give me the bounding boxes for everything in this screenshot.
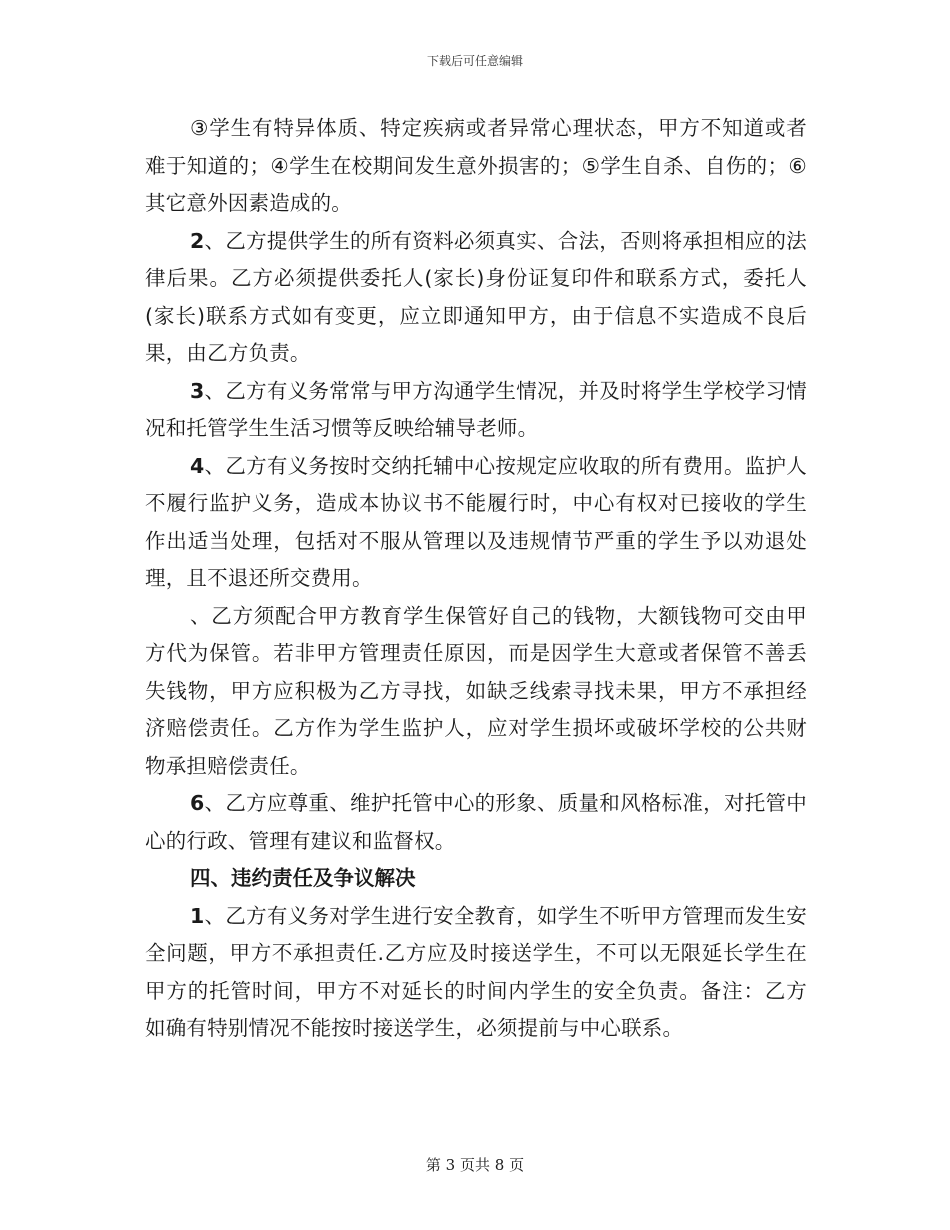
paragraph-text: 、乙方须配合甲方教育学生保管好自己的钱物，大额钱物可交由甲方代为保管。若非甲方管理责任原因，而是因学生大意或者保管不善丢失钱物，甲方应积极为乙方寻找，如缺乏线索寻找未果，甲方不承担经济赔偿责任。乙方作为学生监护人，应对学生损坏或破坏学校的公共财物承担赔偿责任。 [145, 603, 807, 778]
paragraph-item-6 [145, 785, 807, 860]
clause-number: 6 [190, 791, 205, 815]
paragraph-text: 、乙方提供学生的所有资料必须真实、合法，否则将承担相应的法律后果。乙方必须提供委托人(家长)身份证复印件和联系方式，委托人(家长)联系方式如有变更，应立即通知甲方，由于信息不实造成不良后果，由乙方负责。 [145, 228, 807, 365]
clause-number: 2 [190, 228, 205, 253]
section-heading: 四、违约责任及争议解决 [190, 866, 416, 890]
page-footer: 第 3 页共 8 页 [425, 1156, 525, 1174]
document-body [145, 110, 807, 1048]
paragraph-text: ③学生有特异体质、特定疾病或者异常心理状态，甲方不知道或者难于知道的；④学生在校期间发生意外损害的；⑤学生自杀、自伤的；⑥其它意外因素造成的。 [145, 116, 807, 215]
page-header: 下载后可任意编辑 [426, 54, 523, 68]
paragraph-text: 、乙方应尊重、维护托管中心的形象、质量和风格标准，对托管中心的行政、管理有建议和监督权。 [145, 791, 807, 853]
paragraph-item-3 [145, 373, 807, 448]
clause-number: 4 [190, 453, 205, 478]
paragraph-text: 、乙方有义务按时交纳托辅中心按规定应收取的所有费用。监护人不履行监护义务，造成本协议书不能履行时，中心有权对已接收的学生作出适当处理，包括对不服从管理以及违规情节严重的学生予以劝退处理，且不退还所交费用。 [145, 453, 807, 590]
clause-number: 3 [190, 378, 205, 403]
paragraph-item-4 [145, 448, 807, 598]
paragraph-text: 、乙方有义务对学生进行安全教育，如学生不听甲方管理而发生安全问题，甲方不承担责任.乙方应及时接送学生，不可以无限延长学生在甲方的托管时间，甲方不对延长的时间内学生的安全负责。备注：乙方如确有特别情况不能按时接送学生，必须提前与中心联系。 [145, 903, 807, 1040]
paragraph-clause-3 [145, 110, 807, 223]
paragraph-item-5 [145, 598, 807, 786]
paragraph-item-2 [145, 223, 807, 373]
section-paragraph-1 [145, 898, 807, 1048]
paragraph-text: 、乙方有义务常常与甲方沟通学生情况，并及时将学生学校学习情况和托管学生生活习惯等反映给辅导老师。 [145, 378, 807, 440]
clause-number: 1 [190, 903, 205, 928]
